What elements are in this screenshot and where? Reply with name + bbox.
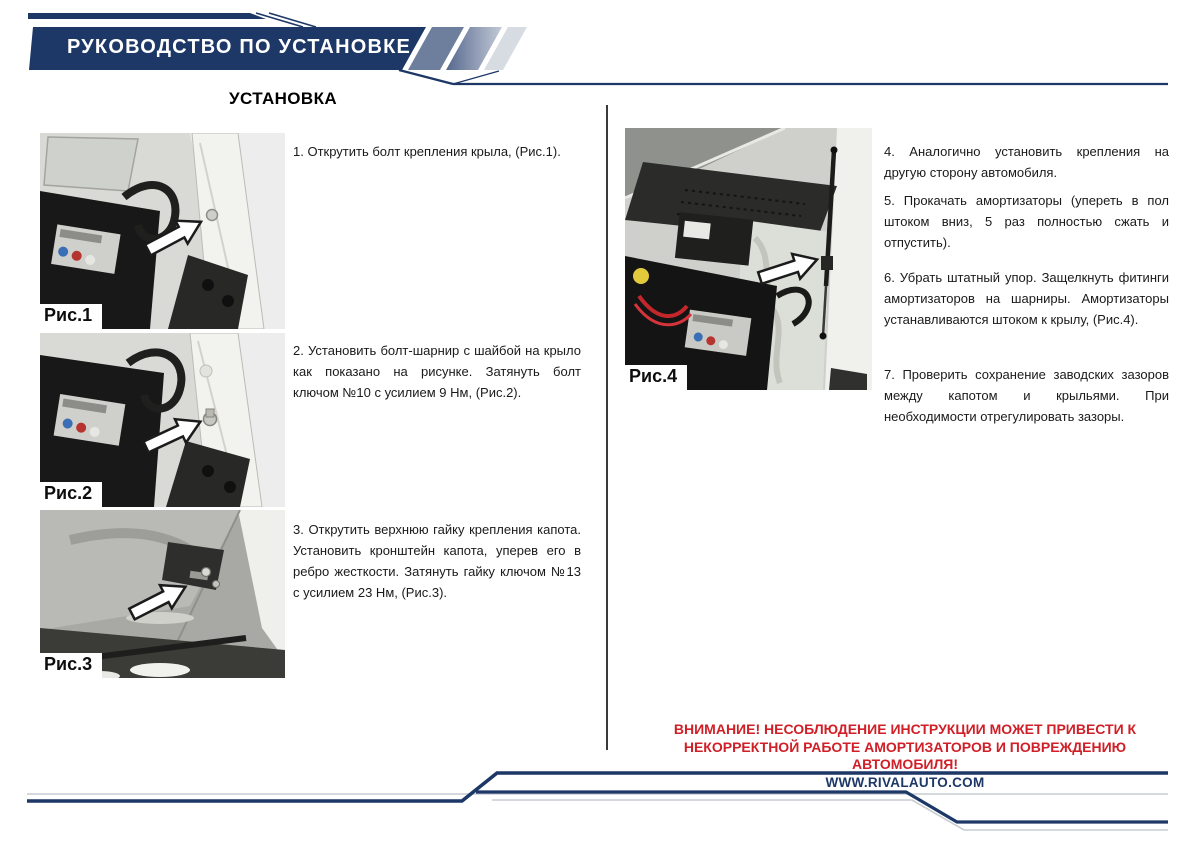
figure-3-label: Рис.3 [40, 653, 102, 678]
step-3: 3. Открутить верхнюю гайку крепления капота. Установить кронштейн капота, уперев его в ребро жесткости. Затянуть гайку ключом №13 с усилием 23 Нм, (Рис.3). [293, 522, 581, 600]
figure-1-photo [40, 133, 285, 329]
step-1: 1. Открутить болт крепления крыла, (Рис.1). [293, 144, 561, 159]
figure-4-illustration [625, 128, 872, 390]
step-4: 4. Аналогично установить крепления на другую сторону автомобиля. [884, 144, 1169, 180]
figure-3-photo [40, 510, 285, 678]
figure-2-illustration [40, 333, 285, 507]
header-underline [399, 70, 1168, 84]
figure-1-label: Рис.1 [40, 304, 102, 329]
manual-title: РУКОВОДСТВО ПО УСТАНОВКЕ [67, 36, 412, 58]
section-title: УСТАНОВКА [229, 89, 338, 108]
step-2: 2. Установить болт-шарнир с шайбой на крыло как показано на рисунке. Затянуть болт ключом №10 с усилием 9 Нм, (Рис.2). [293, 343, 581, 400]
target-bolt [207, 210, 218, 221]
header-top-strip [28, 13, 316, 27]
figure-2-label: Рис.2 [40, 482, 102, 507]
column-divider [606, 105, 608, 750]
step-6: 6. Убрать штатный упор. Защелкнуть фитинги амортизаторов на шарниры. Амортизаторы устанавливаются штоком к крылу, (Рис.4). [884, 270, 1169, 327]
yellow-cap [633, 268, 649, 284]
warning-text: ВНИМАНИЕ! НЕСОБЛЮДЕНИЕ ИНСТРУКЦИИ МОЖЕТ ПРИВЕСТИ К НЕКОРРЕКТНОЙ РАБОТЕ АМОРТИЗАТОРОВ И ПОВРЕЖДЕНИЮ АВТОМОБИЛЯ! [673, 721, 1137, 772]
figure-4-label: Рис.4 [625, 365, 687, 390]
figure-2-photo [40, 333, 285, 507]
step-5: 5. Прокачать амортизаторы (упереть в пол штоком вниз, 5 раз полностью сжать и отпустить). [884, 193, 1169, 250]
figure-1-illustration [40, 133, 285, 329]
figure-4-photo [625, 128, 872, 390]
ecu-box [675, 212, 753, 265]
step-7: 7. Проверить сохранение заводских зазоров между капотом и крыльями. При необходимости отрегулировать зазоры. [884, 367, 1169, 424]
footer-graphic [0, 760, 1200, 848]
footer-website: WWW.RIVALAUTO.COM [825, 775, 985, 790]
